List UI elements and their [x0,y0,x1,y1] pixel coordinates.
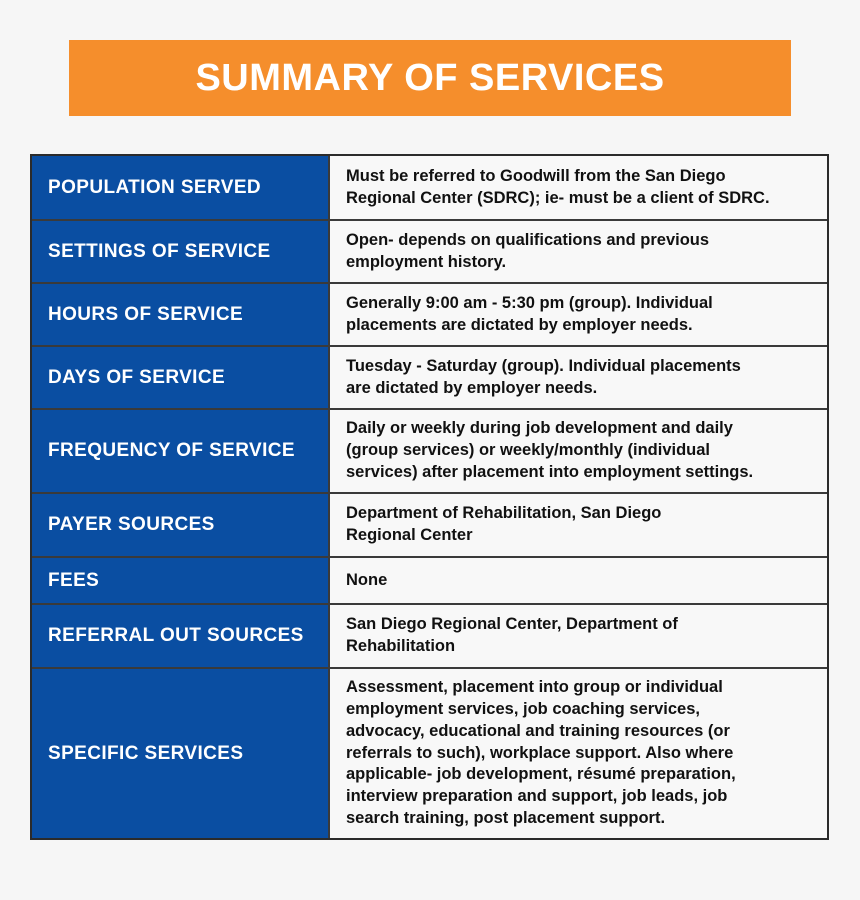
table-row [32,667,827,838]
services-table [30,154,829,840]
page-title: SUMMARY OF SERVICES [195,56,665,99]
row-value-cell [328,156,827,219]
table-row [32,282,827,345]
row-value: Department of Rehabilitation, San Diego Regional Center [346,504,662,544]
row-value: Assessment, placement into group or individual employment services, job coaching services, advocacy, educational and training resources (or referrals to such), workplace support. Also where applicable- job development, résumé preparation, interview preparation and support, job leads, job search training, post placement support. [346,678,736,827]
table-row [32,219,827,282]
table-row [32,156,827,219]
table-row [32,345,827,408]
table-row [32,492,827,556]
row-label: HOURS OF SERVICE [32,284,328,345]
table-row [32,556,827,603]
row-label: FEES [32,558,328,603]
row-value: Must be referred to Goodwill from the San Diego Regional Center (SDRC); ie- must be a client of SDRC. [346,166,770,207]
row-value-cell [328,284,827,345]
row-value: San Diego Regional Center, Department of Rehabilitation [346,615,678,655]
row-label: SPECIFIC SERVICES [32,669,328,838]
row-value-cell [328,558,827,603]
table-row [32,603,827,667]
row-value-cell [328,410,827,492]
row-label: PAYER SOURCES [32,494,328,556]
row-value: None [346,570,388,589]
row-label: FREQUENCY OF SERVICE [32,410,328,492]
row-value: Open- depends on qualifications and previous employment history. [346,230,710,271]
row-value: Tuesday - Saturday (group). Individual placements are dictated by employer needs. [346,356,741,397]
row-label: POPULATION SERVED [32,156,328,219]
row-label: DAYS OF SERVICE [32,347,328,408]
row-value-cell [328,347,827,408]
row-label: REFERRAL OUT SOURCES [32,605,328,667]
row-value: Daily or weekly during job development and daily (group services) or weekly/monthly (individual services) after placement into employment settings. [346,419,754,481]
table-row [32,408,827,492]
row-value-cell [328,221,827,282]
row-value-cell [328,669,827,838]
row-value-cell [328,494,827,556]
row-value: Generally 9:00 am - 5:30 pm (group). Individual placements are dictated by employer needs. [346,293,713,334]
row-label: SETTINGS OF SERVICE [32,221,328,282]
title-banner [69,40,791,116]
row-value-cell [328,605,827,667]
